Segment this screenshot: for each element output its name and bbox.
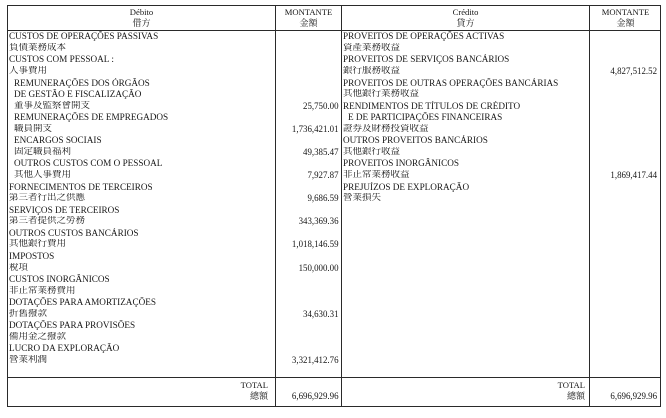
debit-row	[9, 274, 339, 286]
debit-row	[9, 216, 339, 228]
credit-row	[343, 101, 657, 113]
credit-total-label-zh: 總額	[566, 390, 585, 401]
debit-row-label: REMUNERAÇÕES DOS ÓRGÃOS	[14, 77, 150, 88]
credit-header-label-zh: 貸方	[456, 17, 475, 28]
debit-row-label: 第三者行出之供應	[9, 193, 86, 204]
debit-total-label	[200, 380, 268, 402]
credit-row-label: RENDIMENTOS DE TÍTULOS DE CRÉDITO	[343, 100, 521, 111]
credit-row	[343, 112, 657, 124]
debit-row-label: 負債業務成本	[9, 42, 67, 53]
debit-row	[9, 182, 339, 194]
debit-row	[9, 135, 339, 147]
debit-row	[9, 43, 339, 55]
debit-row	[9, 193, 339, 205]
credit-row	[343, 147, 657, 159]
credit-row-label: PROVEITOS DE OPERAÇÕES ACTIVAS	[343, 31, 505, 42]
debit-header	[8, 7, 275, 29]
debit-row	[9, 78, 339, 90]
debit-row	[9, 320, 339, 332]
credit-row-label: 銀行服務收益	[343, 65, 401, 76]
debit-row-label: LUCRO DA EXPLORAÇÃO	[9, 343, 120, 354]
debit-row-label: 其他人事費用	[14, 170, 72, 181]
debit-row-label: DOTAÇÕES PARA AMORTIZAÇÕES	[9, 297, 156, 308]
totals-divider	[7, 377, 661, 378]
credit-row-label: PROVEITOS INORGÂNICOS	[343, 158, 459, 169]
debit-row	[9, 124, 339, 136]
debit-row-amount: 7,927.87	[307, 170, 339, 181]
debit-row-label: ENCARGOS SOCIAIS	[14, 135, 102, 146]
credit-total-label-pt: TOTAL	[557, 379, 585, 390]
credit-row-label: 營業損失	[343, 193, 382, 204]
debit-header-label-zh: 借方	[132, 17, 151, 28]
debit-row-amount: 343,369.36	[298, 216, 339, 227]
credit-row	[343, 158, 657, 170]
credit-row	[343, 66, 657, 78]
credit-row-amount: 1,869,417.44	[610, 170, 657, 181]
credit-row	[343, 54, 657, 66]
debit-row	[9, 251, 339, 263]
debit-row-label: SERVIÇOS DE TERCEIROS	[9, 204, 120, 215]
debit-row	[9, 147, 339, 159]
debit-row	[9, 286, 339, 298]
debit-row-label: DE GESTÃO E FISCALIZAÇÃO	[14, 89, 142, 100]
credit-row	[343, 182, 657, 194]
debit-row	[9, 263, 339, 275]
credit-row-label: PREJUÍZOS DE EXPLORAÇÃO	[343, 181, 470, 192]
debit-row	[9, 66, 339, 78]
debit-header-label: Débito	[129, 6, 154, 17]
credit-row	[343, 124, 657, 136]
debit-row-label: 折舊撥款	[9, 308, 48, 319]
credit-row	[343, 170, 657, 182]
debit-row	[9, 31, 339, 43]
credit-row-label: PROVEITOS DE SERVIÇOS BANCÁRIOS	[343, 54, 510, 65]
credit-amount-header	[590, 7, 661, 29]
debit-row-label: CUSTOS DE OPERAÇÕES PASSIVAS	[9, 31, 159, 42]
debit-amount-header-label: MONTANTE	[284, 6, 333, 17]
debit-row-label: 人事費用	[9, 65, 48, 76]
debit-row-label: 營業利潤	[9, 355, 48, 366]
debit-total-label-pt: TOTAL	[240, 379, 268, 390]
debit-row	[9, 112, 339, 124]
debit-row	[9, 54, 339, 66]
credit-amount-header-label: MONTANTE	[601, 6, 650, 17]
debit-row	[9, 89, 339, 101]
credit-row-label: 非正常業務收益	[343, 170, 410, 181]
credit-row-amount: 4,827,512.52	[610, 65, 657, 76]
credit-row-label: 其他銀行收益	[343, 146, 401, 157]
credit-row	[343, 78, 657, 90]
credit-row-label: 資產業務收益	[343, 42, 401, 53]
debit-row-label: OUTROS CUSTOS COM O PESSOAL	[14, 158, 163, 169]
credit-row-label: 證券及財務投資收益	[343, 123, 429, 134]
debit-row-label: 其他銀行費用	[9, 239, 67, 250]
credit-row-label: E DE PARTICIPAÇÕES FINANCEIRAS	[348, 112, 503, 123]
credit-row	[343, 135, 657, 147]
debit-row-amount: 25,750.00	[303, 100, 339, 111]
debit-row-amount: 150,000.00	[298, 262, 339, 273]
debit-row-amount: 1,736,421.01	[291, 123, 339, 134]
credit-column	[343, 31, 657, 204]
credit-row	[343, 31, 657, 43]
debit-row	[9, 228, 339, 240]
credit-header-label: Crédito	[452, 6, 479, 17]
credit-row	[343, 43, 657, 55]
debit-row-label: 董事及監察會開支	[14, 100, 91, 111]
column-divider	[341, 5, 342, 407]
debit-row	[9, 332, 339, 344]
debit-row-label: DOTAÇÕES PARA PROVISÕES	[9, 320, 136, 331]
debit-amount-header-label-zh: 金額	[299, 17, 318, 28]
debit-row-label: 備用金之撥款	[9, 331, 67, 342]
credit-row	[343, 89, 657, 101]
credit-row-label: PROVEITOS DE OUTRAS OPERAÇÕES BANCÁRIAS	[343, 77, 559, 88]
debit-row-label: 稅項	[9, 262, 29, 273]
debit-row	[9, 205, 339, 217]
credit-total-label	[517, 380, 585, 402]
credit-row	[343, 193, 657, 205]
debit-row-label: OUTROS CUSTOS BANCÁRIOS	[9, 227, 139, 238]
debit-row-label: FORNECIMENTOS DE TERCEIROS	[9, 181, 153, 192]
credit-amount-header-label-zh: 金額	[616, 17, 635, 28]
debit-row-label: 第三者提供之勞務	[9, 216, 86, 227]
debit-row-label: CUSTOS INORGÂNICOS	[9, 274, 110, 285]
credit-total-amount: 6,696,929.96	[610, 390, 657, 401]
credit-header	[342, 7, 589, 29]
debit-row-amount: 1,018,146.59	[291, 239, 339, 250]
debit-row-label: 非正常業務費用	[9, 285, 76, 296]
debit-row	[9, 309, 339, 321]
debit-column	[9, 31, 339, 366]
debit-amount-header	[276, 7, 341, 29]
debit-row-amount: 34,630.31	[303, 308, 339, 319]
debit-row	[9, 158, 339, 170]
debit-row	[9, 101, 339, 113]
credit-row-label: 其他銀行業務收益	[343, 89, 420, 100]
debit-row-label: REMUNERAÇÕES DE EMPREGADOS	[14, 112, 169, 123]
credit-row-label: OUTROS PROVEITOS BANCÁRIOS	[343, 135, 488, 146]
debit-row-label: IMPOSTOS	[9, 250, 55, 261]
debit-row	[9, 355, 339, 367]
debit-row-amount: 3,321,412.76	[291, 355, 339, 366]
debit-row	[9, 343, 339, 355]
debit-row-label: 職員開支	[14, 123, 53, 134]
debit-row-amount: 9,686.59	[307, 193, 339, 204]
debit-row-amount: 49,385.47	[303, 146, 339, 157]
debit-row	[9, 239, 339, 251]
debit-row-label: CUSTOS COM PESSOAL :	[9, 54, 114, 65]
debit-row-label: 固定職員福利	[14, 146, 72, 157]
debit-total-label-zh: 總額	[249, 390, 268, 401]
debit-total-amount: 6,696,929.96	[291, 390, 339, 401]
debit-row	[9, 297, 339, 309]
debit-row	[9, 170, 339, 182]
